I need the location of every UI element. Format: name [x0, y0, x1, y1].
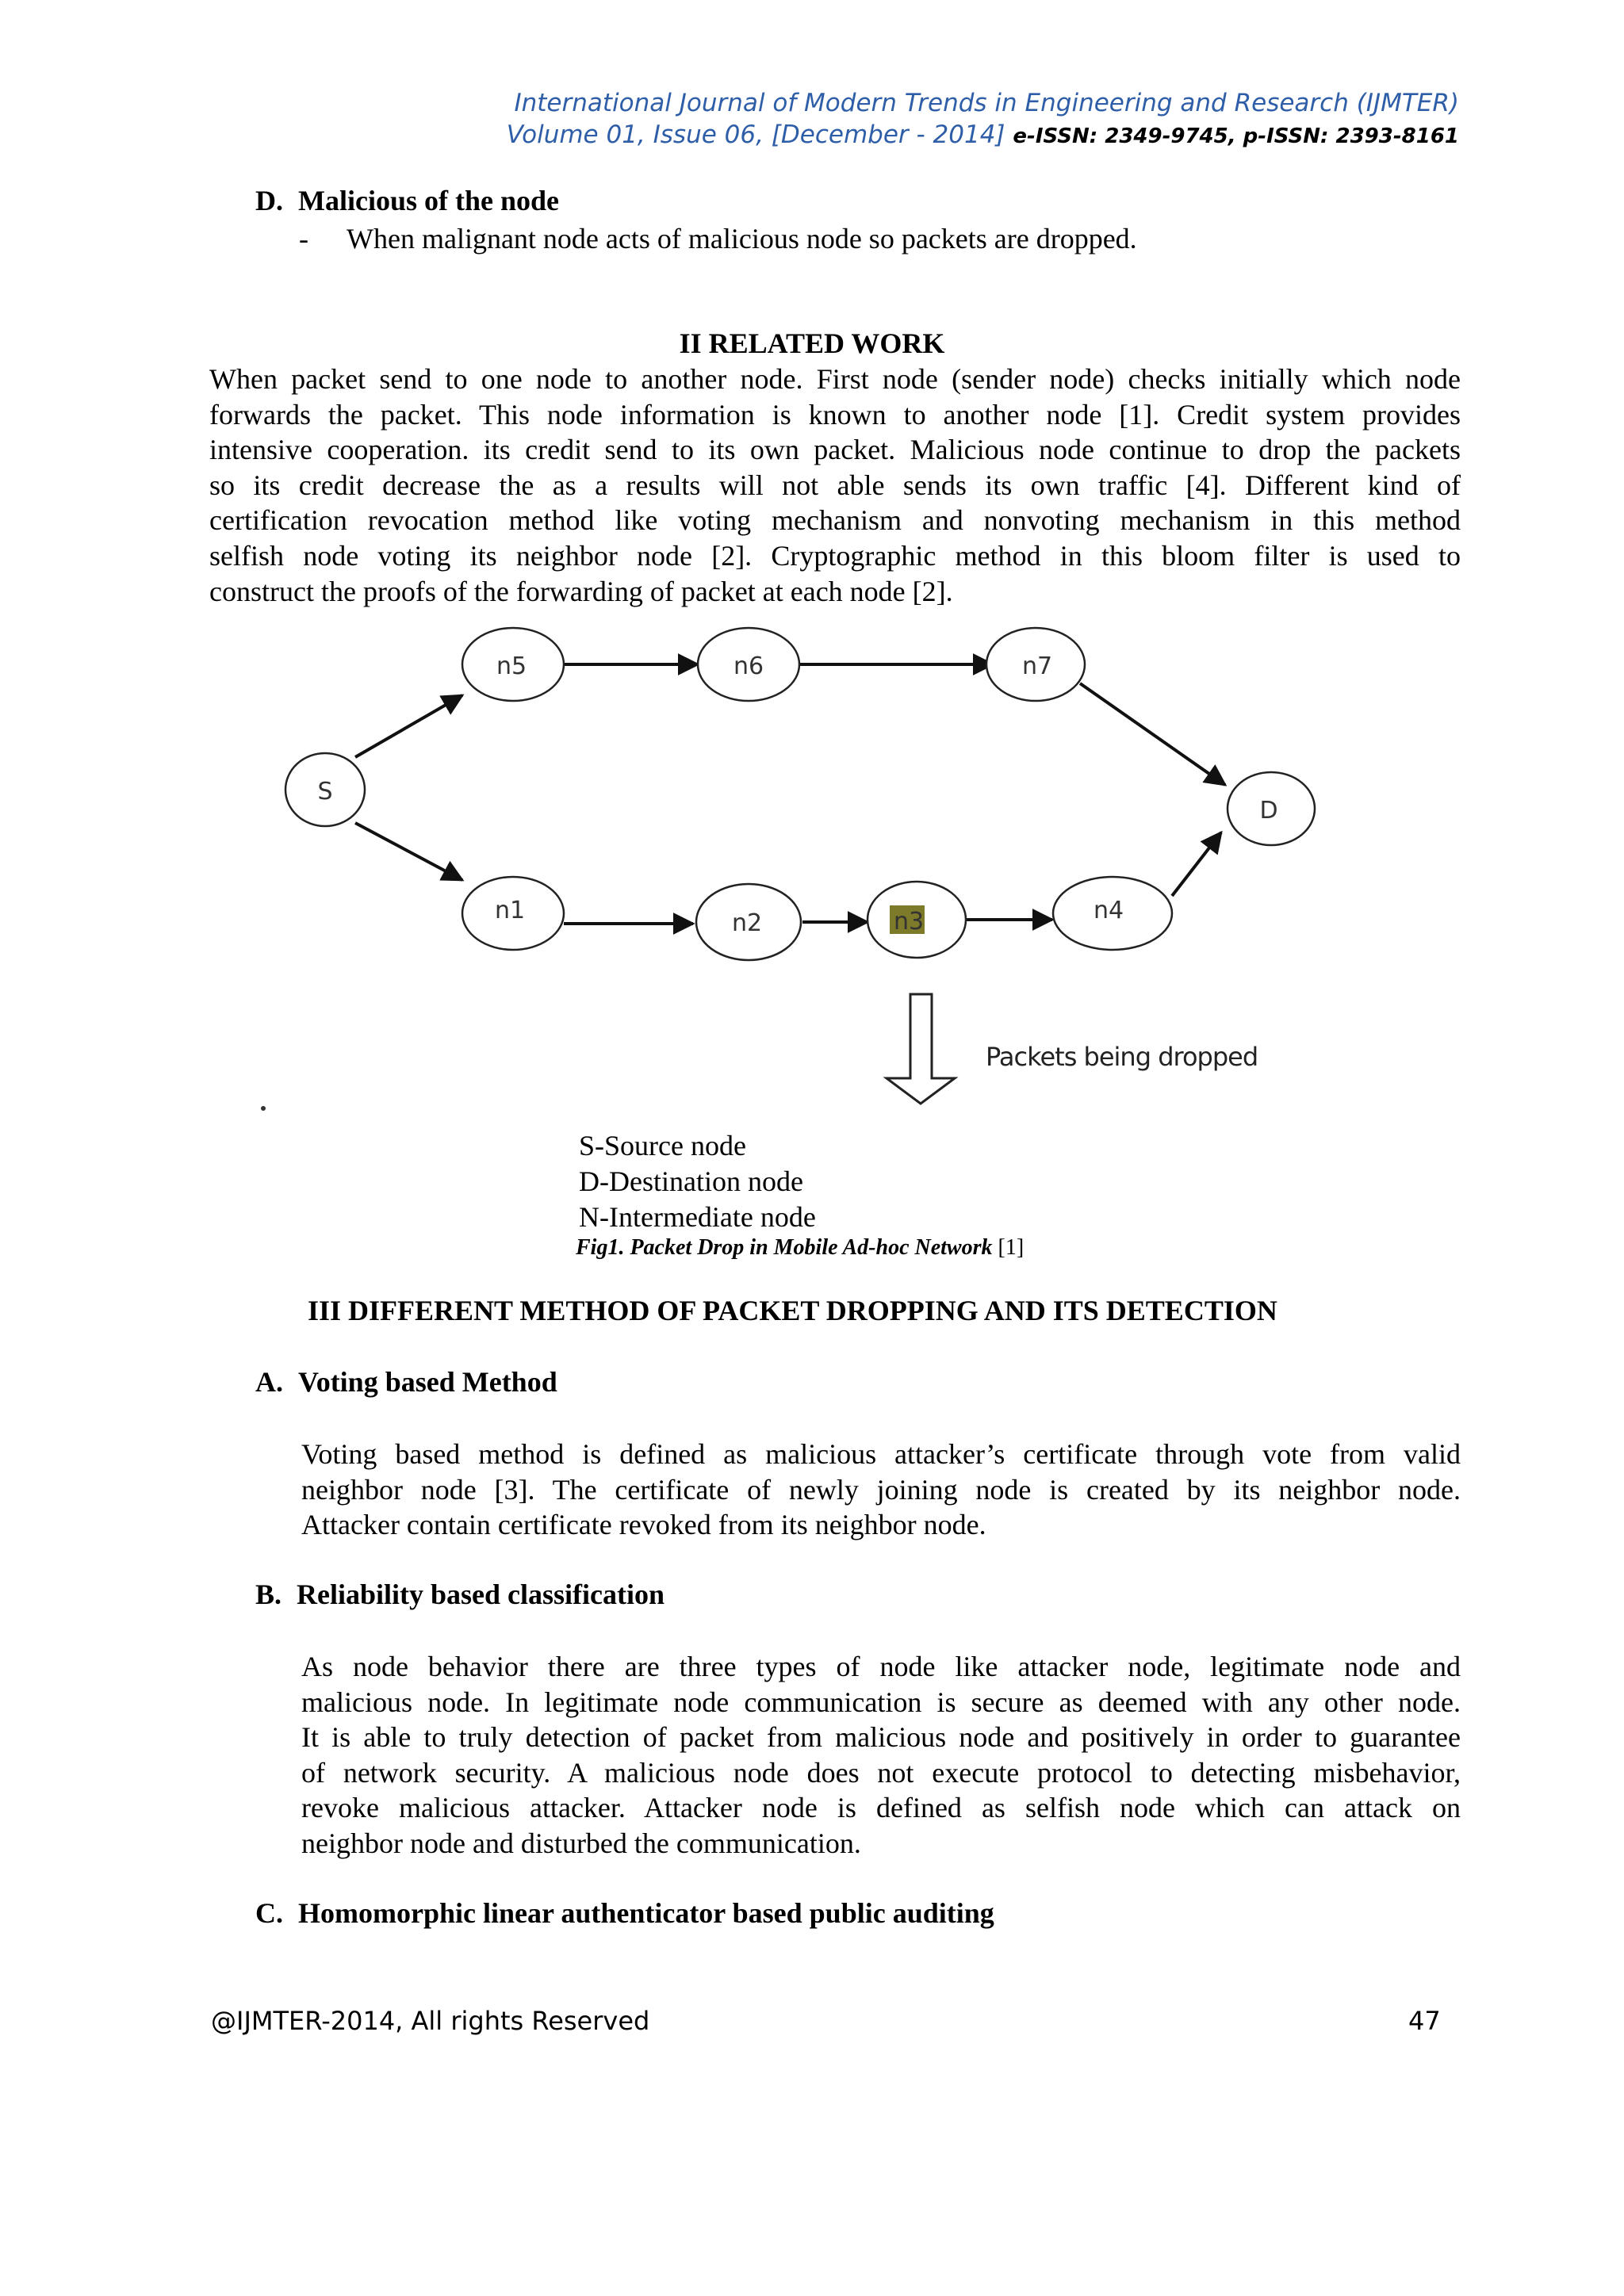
- section-d-label: D.: [255, 185, 283, 216]
- section-a-heading: [255, 1365, 557, 1399]
- legend-intermediate: N-Intermediate node: [579, 1201, 816, 1233]
- node-s-label: S: [317, 778, 333, 806]
- node-n2-label: n2: [731, 909, 763, 937]
- edge-s-n5: [355, 695, 462, 757]
- section-c-heading: [255, 1896, 994, 1930]
- section-c-title: Homomorphic linear authenticator based public auditing: [298, 1897, 994, 1929]
- text-line: Voting based method is defined as malicious attacker’s certificate through vote from valid: [301, 1438, 1461, 1470]
- section-b-title: Reliability based classification: [297, 1578, 665, 1610]
- section-a-label: A.: [255, 1366, 283, 1398]
- text-line: certification revocation method like voting mechanism and nonvoting mechanism in this method: [209, 504, 1461, 537]
- node-n4-label: n4: [1093, 897, 1124, 924]
- journal-volume: Volume 01, Issue 06, [December - 2014]: [506, 121, 1005, 149]
- legend-destination: D-Destination node: [579, 1165, 803, 1197]
- node-n6-label: n6: [733, 652, 764, 680]
- footer-copyright: @IJMTER-2014, All rights Reserved: [211, 2006, 650, 2036]
- text-line: revoke malicious attacker. Attacker node is defined as selfish node which can attack on: [301, 1792, 1461, 1824]
- legend-source: S-Source node: [579, 1130, 746, 1161]
- text-line: forwards the packet. This node information is known to another node [1]. Credit system provides: [209, 398, 1461, 430]
- section-a-paragraph: [301, 1437, 1461, 1543]
- text-line: selfish node voting its neighbor node [2]. Cryptographic method in this bloom filter is used to: [209, 539, 1461, 572]
- edge-s-n1: [355, 823, 462, 880]
- node-n7-label: n7: [1021, 652, 1053, 680]
- text-line: of network security. A malicious node does not execute protocol to detecting misbehavior,: [301, 1756, 1461, 1789]
- text-line: malicious node. In legitimate node communication is secure as deemed with any other node.: [301, 1686, 1461, 1718]
- section-d-title: Malicious of the node: [298, 185, 559, 216]
- edge-n7-d: [1080, 683, 1225, 785]
- text-line: It is able to truly detection of packet from malicious node and positively in order to guarantee: [301, 1721, 1461, 1754]
- section-d-bullet-text: When malignant node acts of malicious node so packets are dropped.: [347, 223, 1137, 254]
- node-n3-label: n3: [893, 908, 925, 936]
- stray-dot: [261, 1106, 266, 1111]
- figure-caption: [576, 1235, 1024, 1261]
- node-d-label: D: [1259, 797, 1278, 825]
- section-d-bullet-dash: -: [299, 223, 308, 254]
- text-line: so its credit decrease the as a results will not able sends its own traffic [4]. Different kind of: [209, 469, 1461, 501]
- text-line: When packet send to one node to another node. First node (sender node) checks initially which node: [209, 363, 1461, 395]
- figure-caption-text: Fig1. Packet Drop in Mobile Ad-hoc Network: [576, 1235, 993, 1260]
- page-number: 47: [1408, 2006, 1441, 2036]
- text-line: Attacker contain certificate revoked from its neighbor node.: [301, 1509, 986, 1541]
- related-work-heading: II RELATED WORK: [679, 327, 945, 359]
- section-d-heading: [255, 184, 559, 217]
- text-line: neighbor node and disturbed the communication.: [301, 1827, 861, 1859]
- section-b-paragraph: [301, 1649, 1461, 1862]
- node-n5-label: n5: [496, 652, 527, 680]
- section-3-heading: III DIFFERENT METHOD OF PACKET DROPPING AND ITS DETECTION: [308, 1295, 1277, 1326]
- journal-title: International Journal of Modern Trends in Engineering and Research (IJMTER): [514, 89, 1459, 117]
- edge-n4-d: [1172, 832, 1221, 896]
- related-work-paragraph: [209, 362, 1461, 609]
- text-line: neighbor node [3]. The certificate of newly joining node is created by its neighbor node.: [301, 1473, 1461, 1506]
- packets-dropped-label: Packets being dropped: [986, 1042, 1258, 1072]
- down-arrow-icon: [887, 994, 955, 1104]
- text-line: construct the proofs of the forwarding of packet at each node [2].: [209, 575, 953, 607]
- packet-drop-network-diagram: [0, 610, 1624, 1134]
- section-b-heading: [255, 1578, 665, 1611]
- figure-caption-ref: [1]: [998, 1235, 1025, 1260]
- text-line: intensive cooperation. its credit send to its own packet. Malicious node continue to drop the packets: [209, 434, 1461, 466]
- journal-issn: e-ISSN: 2349-9745, p-ISSN: 2393-8161: [1013, 124, 1459, 148]
- text-line: As node behavior there are three types of node like attacker node, legitimate node and: [301, 1651, 1461, 1682]
- section-b-label: B.: [255, 1578, 282, 1610]
- node-n1-label: n1: [494, 897, 526, 924]
- journal-issue-line: [507, 121, 1459, 149]
- section-a-title: Voting based Method: [298, 1366, 557, 1398]
- section-c-label: C.: [255, 1897, 283, 1929]
